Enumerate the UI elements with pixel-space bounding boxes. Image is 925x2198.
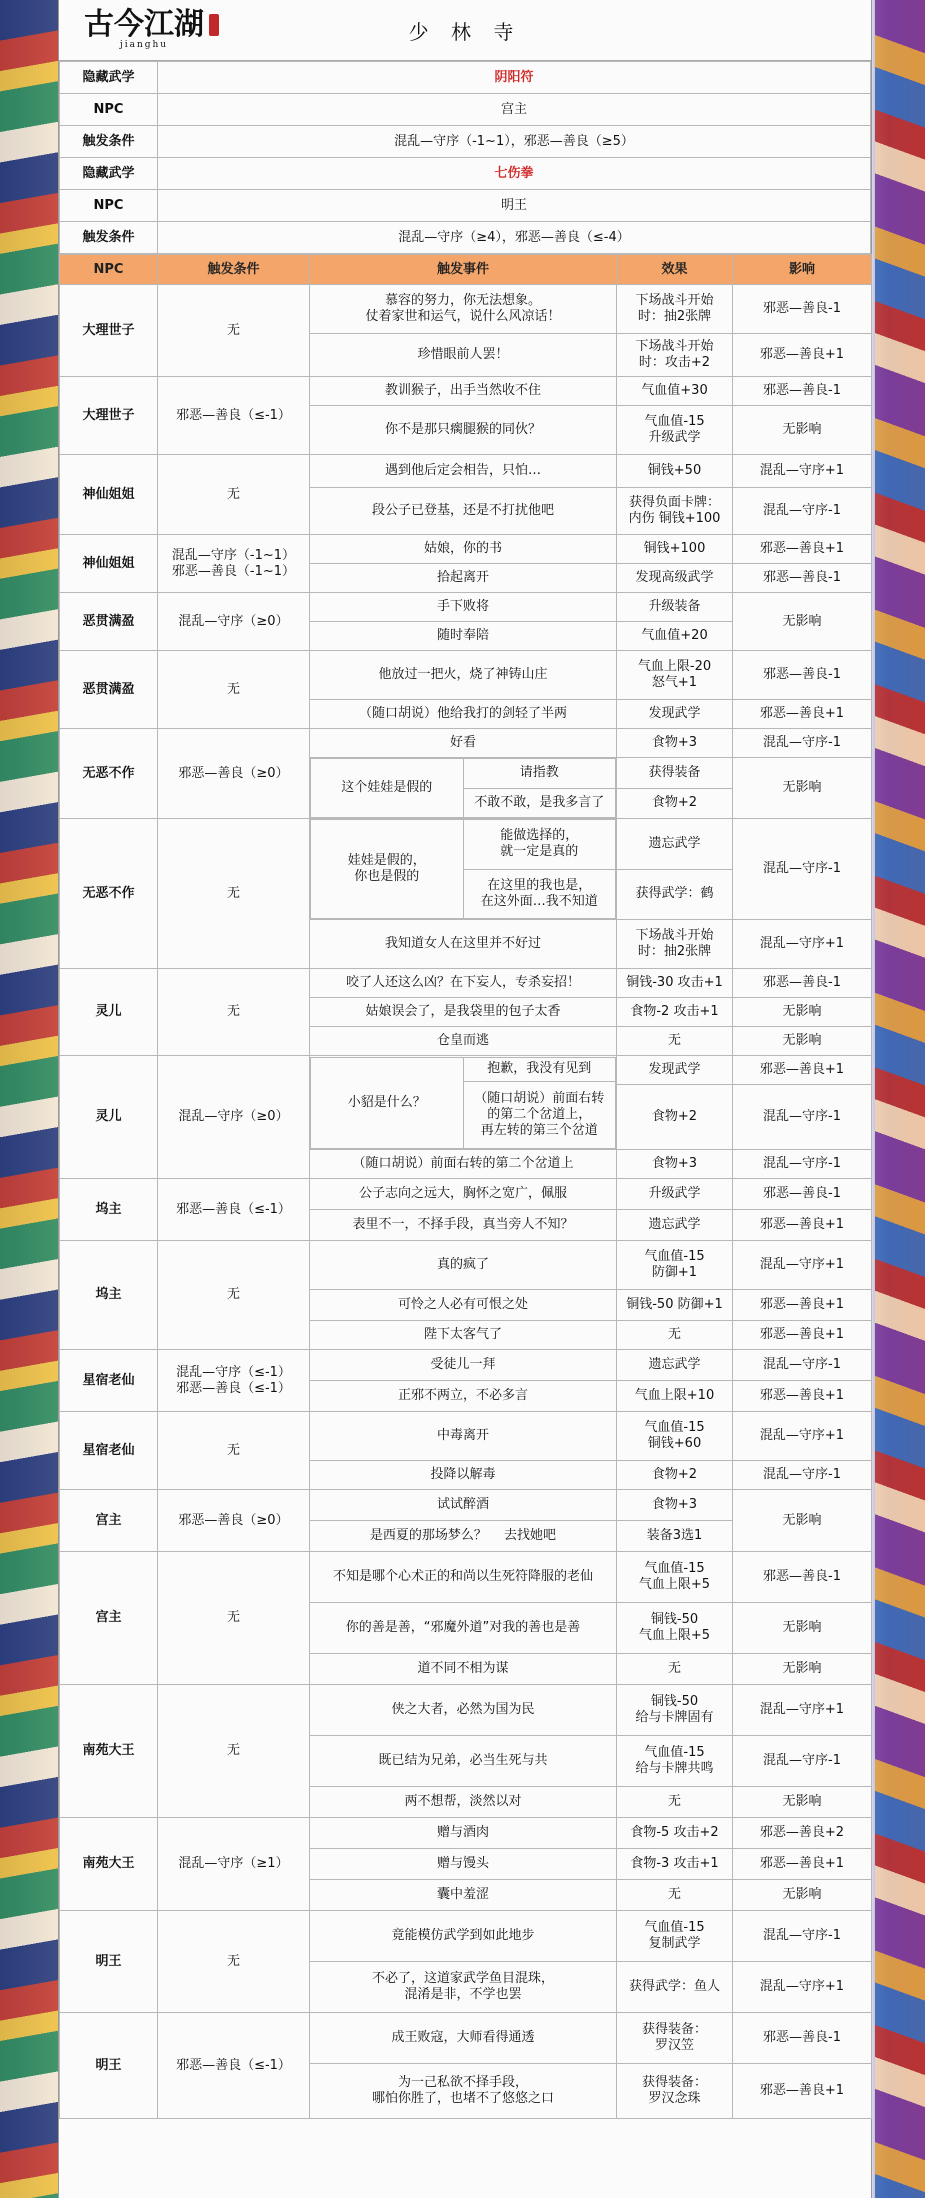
impact: 无影响 <box>733 1027 872 1056</box>
effect: 食物+3 <box>617 1150 733 1179</box>
trigger-event: 你的善是善，“邪魔外道”对我的善也是善 <box>310 1603 617 1654</box>
effect: 无 <box>617 1787 733 1818</box>
table-row <box>311 820 616 870</box>
impact: 邪恶—善良-1 <box>733 2013 872 2064</box>
effect: 无 <box>617 1321 733 1350</box>
npc-name: 神仙姐姐 <box>60 535 158 593</box>
header <box>59 0 871 61</box>
info-key: 隐藏武学 <box>60 158 158 190</box>
table-row <box>60 535 872 564</box>
table-row <box>60 2013 872 2064</box>
effect: 遗忘武学 <box>617 819 733 870</box>
npc-name: 坞主 <box>60 1241 158 1350</box>
hidden-skill-name: 阴阳符 <box>158 62 871 94</box>
impact: 邪恶—善良-1 <box>733 1552 872 1603</box>
effect: 下场战斗开始 时：攻击+2 <box>617 334 733 377</box>
trigger-condition: 无 <box>158 969 310 1056</box>
trigger-event: 既已结为兄弟，必当生死与共 <box>310 1736 617 1787</box>
event-table <box>59 254 872 2119</box>
trigger-condition: 混乱—守序（≥1） <box>158 1818 310 1911</box>
info-row <box>60 190 871 222</box>
table-row <box>60 729 872 758</box>
effect: 气血值-15 复制武学 <box>617 1911 733 1962</box>
table-row <box>60 593 872 622</box>
info-key: NPC <box>60 190 158 222</box>
sub-choice: 抱歉，我没有见到 <box>463 1057 616 1082</box>
effect: 铜钱-50 防御+1 <box>617 1290 733 1321</box>
npc-name: 无恶不作 <box>60 819 158 969</box>
npc-name: 南苑大王 <box>60 1685 158 1818</box>
sub-choice: 在这里的我也是， 在这外面…我不知道 <box>463 869 616 919</box>
table-row <box>60 969 872 998</box>
impact: 无影响 <box>733 758 872 819</box>
trigger-event: 公子志向之远大，胸怀之宽广，佩服 <box>310 1179 617 1210</box>
trigger-event: 陛下太客气了 <box>310 1321 617 1350</box>
impact: 无影响 <box>733 1880 872 1911</box>
impact: 邪恶—善良+1 <box>733 1290 872 1321</box>
effect: 铜钱-50 气血上限+5 <box>617 1603 733 1654</box>
impact: 邪恶—善良+1 <box>733 2064 872 2119</box>
table-row <box>60 651 872 700</box>
trigger-event: 侠之大者，必然为国为民 <box>310 1685 617 1736</box>
impact: 混乱—守序-1 <box>733 1911 872 1962</box>
info-value: 混乱—守序（-1~1），邪恶—善良（≥5） <box>158 126 871 158</box>
logo-seal-icon <box>209 14 219 36</box>
trigger-event: 竟能模仿武学到如此地步 <box>310 1911 617 1962</box>
impact: 邪恶—善良-1 <box>733 285 872 334</box>
trigger-condition: 无 <box>158 285 310 377</box>
effect: 无 <box>617 1654 733 1685</box>
table-row <box>60 1490 872 1521</box>
info-row <box>60 94 871 126</box>
trigger-event: 拾起离开 <box>310 564 617 593</box>
npc-name: 宫主 <box>60 1490 158 1552</box>
impact: 邪恶—善良+2 <box>733 1818 872 1849</box>
effect: 获得武学：鱼人 <box>617 1962 733 2013</box>
trigger-condition: 混乱—守序（≤-1） 邪恶—善良（≤-1） <box>158 1350 310 1412</box>
trigger-event: 小貂是什么？ <box>311 1057 464 1148</box>
table-row <box>311 1057 616 1082</box>
trigger-event: 道不同不相为谋 <box>310 1654 617 1685</box>
effect: 食物+3 <box>617 729 733 758</box>
npc-name: 无恶不作 <box>60 729 158 819</box>
effect: 气血值-15 给与卡牌共鸣 <box>617 1736 733 1787</box>
trigger-event: 可怜之人必有可恨之处 <box>310 1290 617 1321</box>
impact: 混乱—守序-1 <box>733 729 872 758</box>
trigger-event: （随口胡说）他给我打的剑轻了半两 <box>310 700 617 729</box>
info-key: NPC <box>60 94 158 126</box>
info-row <box>60 158 871 190</box>
sub-choice: 请指教 <box>463 759 616 789</box>
hidden-skill-name: 七伤拳 <box>158 158 871 190</box>
impact: 无影响 <box>733 406 872 455</box>
trigger-condition: 无 <box>158 1911 310 2013</box>
effect: 获得负面卡牌： 内伤 铜钱+100 <box>617 488 733 535</box>
effect: 气血值+30 <box>617 377 733 406</box>
sub-choice-table <box>310 819 616 919</box>
trigger-event: 中毒离开 <box>310 1412 617 1461</box>
column-header: 触发事件 <box>310 255 617 285</box>
table-row <box>60 819 872 870</box>
trigger-event: 段公子已登基，还是不打扰他吧 <box>310 488 617 535</box>
sub-choice: 不敢不敢，是我多言了 <box>463 788 616 818</box>
npc-name: 大理世子 <box>60 377 158 455</box>
effect: 气血值-15 升级武学 <box>617 406 733 455</box>
effect: 食物-3 攻击+1 <box>617 1849 733 1880</box>
impact: 邪恶—善良-1 <box>733 377 872 406</box>
effect: 获得装备 <box>617 758 733 789</box>
trigger-event: 仓皇而逃 <box>310 1027 617 1056</box>
trigger-condition: 邪恶—善良（≤-1） <box>158 2013 310 2119</box>
trigger-event: （随口胡说）前面右转的第二个岔道上 <box>310 1150 617 1179</box>
impact: 无影响 <box>733 998 872 1027</box>
effect: 气血值-15 气血上限+5 <box>617 1552 733 1603</box>
logo-subtext: jianghu <box>119 40 169 50</box>
effect: 无 <box>617 1027 733 1056</box>
effect: 升级武学 <box>617 1179 733 1210</box>
effect: 升级装备 <box>617 593 733 622</box>
table-row <box>60 1241 872 1290</box>
npc-name: 恶贯满盈 <box>60 593 158 651</box>
npc-name: 明王 <box>60 2013 158 2119</box>
effect: 发现武学 <box>617 700 733 729</box>
effect: 气血上限-20 怒气+1 <box>617 651 733 700</box>
info-key: 触发条件 <box>60 126 158 158</box>
impact: 邪恶—善良-1 <box>733 564 872 593</box>
trigger-event: 咬了人还这么凶？在下妄人，专杀妄招！ <box>310 969 617 998</box>
trigger-condition: 无 <box>158 1685 310 1818</box>
npc-name: 坞主 <box>60 1179 158 1241</box>
trigger-event: 受徒儿一拜 <box>310 1350 617 1381</box>
effect: 食物-2 攻击+1 <box>617 998 733 1027</box>
npc-name: 灵儿 <box>60 969 158 1056</box>
trigger-event: 随时奉陪 <box>310 622 617 651</box>
trigger-event: 遇到他后定会相告，只怕… <box>310 455 617 488</box>
trigger-event: 两不想帮，淡然以对 <box>310 1787 617 1818</box>
npc-name: 恶贯满盈 <box>60 651 158 729</box>
trigger-condition: 无 <box>158 651 310 729</box>
effect: 食物+2 <box>617 1085 733 1150</box>
trigger-event: 试试醉酒 <box>310 1490 617 1521</box>
trigger-event: 慕容的努力，你无法想象。 仗着家世和运气，说什么风凉话！ <box>310 285 617 334</box>
impact: 混乱—守序+1 <box>733 1412 872 1461</box>
npc-name: 宫主 <box>60 1552 158 1685</box>
table-row <box>60 1685 872 1736</box>
effect: 气血值-15 防御+1 <box>617 1241 733 1290</box>
npc-name: 星宿老仙 <box>60 1350 158 1412</box>
table-row <box>60 1818 872 1849</box>
info-key: 隐藏武学 <box>60 62 158 94</box>
impact: 混乱—守序-1 <box>733 819 872 920</box>
sub-choice-table <box>310 758 616 818</box>
impact: 无影响 <box>733 1654 872 1685</box>
impact: 混乱—守序-1 <box>733 488 872 535</box>
effect: 食物-5 攻击+2 <box>617 1818 733 1849</box>
impact: 邪恶—善良-1 <box>733 1179 872 1210</box>
effect: 食物+2 <box>617 1461 733 1490</box>
trigger-condition: 无 <box>158 455 310 535</box>
impact: 无影响 <box>733 1603 872 1654</box>
impact: 邪恶—善良+1 <box>733 1056 872 1085</box>
trigger-event <box>310 1056 617 1150</box>
trigger-event: 为一己私欲不择手段， 哪怕你胜了，也堵不了悠悠之口 <box>310 2064 617 2119</box>
trigger-event: 不知是哪个心术正的和尚以生死符降服的老仙 <box>310 1552 617 1603</box>
guide-sheet <box>58 0 872 2198</box>
game-logo <box>59 0 229 60</box>
trigger-event: 囊中羞涩 <box>310 1880 617 1911</box>
impact: 混乱—守序-1 <box>733 1085 872 1150</box>
impact: 混乱—守序-1 <box>733 1736 872 1787</box>
table-row <box>60 1179 872 1210</box>
impact: 邪恶—善良+1 <box>733 334 872 377</box>
column-header: 影响 <box>733 255 872 285</box>
impact: 无影响 <box>733 1490 872 1552</box>
trigger-condition: 混乱—守序（-1~1） 邪恶—善良（-1~1） <box>158 535 310 593</box>
trigger-event: 姑娘，你的书 <box>310 535 617 564</box>
trigger-event: 赠与馒头 <box>310 1849 617 1880</box>
trigger-event: 正邪不两立，不必多言 <box>310 1381 617 1412</box>
column-header: 触发条件 <box>158 255 310 285</box>
trigger-event: 我知道女人在这里并不好过 <box>310 920 617 969</box>
sub-choice: （随口胡说）前面右转 的第二个岔道上， 再左转的第三个岔道 <box>463 1082 616 1148</box>
impact: 邪恶—善良+1 <box>733 700 872 729</box>
trigger-event: 你不是那只瘸腿猴的同伙？ <box>310 406 617 455</box>
impact: 邪恶—善良-1 <box>733 651 872 700</box>
trigger-event: 投降以解毒 <box>310 1461 617 1490</box>
trigger-event: 好看 <box>310 729 617 758</box>
trigger-event: 真的疯了 <box>310 1241 617 1290</box>
info-row <box>60 62 871 94</box>
impact: 混乱—守序-1 <box>733 1461 872 1490</box>
trigger-event: 不必了，这道家武学鱼目混珠， 混淆是非，不学也罢 <box>310 1962 617 2013</box>
effect: 获得装备： 罗汉笠 <box>617 2013 733 2064</box>
effect: 铜钱+100 <box>617 535 733 564</box>
npc-name: 灵儿 <box>60 1056 158 1179</box>
page-title: 少 林 寺 <box>408 19 522 44</box>
impact: 无影响 <box>733 593 872 651</box>
effect: 气血上限+10 <box>617 1381 733 1412</box>
effect: 下场战斗开始 时：抽2张牌 <box>617 920 733 969</box>
effect: 获得武学：鹤 <box>617 869 733 920</box>
table-row <box>60 1056 872 1085</box>
trigger-event: 珍惜眼前人罢！ <box>310 334 617 377</box>
impact: 无影响 <box>733 1787 872 1818</box>
effect: 气血值+20 <box>617 622 733 651</box>
trigger-condition: 无 <box>158 1552 310 1685</box>
background-art-left <box>0 0 60 2198</box>
table-row <box>60 455 872 488</box>
impact: 混乱—守序+1 <box>733 1241 872 1290</box>
info-value: 混乱—守序（≥4），邪恶—善良（≤-4） <box>158 222 871 254</box>
impact: 混乱—守序+1 <box>733 1685 872 1736</box>
trigger-event <box>310 758 617 819</box>
trigger-event: 手下败将 <box>310 593 617 622</box>
effect: 发现高级武学 <box>617 564 733 593</box>
table-row <box>60 377 872 406</box>
table-row <box>60 1412 872 1461</box>
trigger-event: 教训猴子，出手当然收不住 <box>310 377 617 406</box>
impact: 混乱—守序+1 <box>733 920 872 969</box>
effect: 装备3选1 <box>617 1521 733 1552</box>
effect: 铜钱-50 给与卡牌固有 <box>617 1685 733 1736</box>
impact: 邪恶—善良+1 <box>733 1321 872 1350</box>
npc-name: 神仙姐姐 <box>60 455 158 535</box>
info-row <box>60 126 871 158</box>
trigger-event: 赠与酒肉 <box>310 1818 617 1849</box>
trigger-condition: 无 <box>158 1241 310 1350</box>
effect: 食物+3 <box>617 1490 733 1521</box>
table-row <box>60 1911 872 1962</box>
column-header: NPC <box>60 255 158 285</box>
impact: 混乱—守序-1 <box>733 1350 872 1381</box>
trigger-condition: 混乱—守序（≥0） <box>158 593 310 651</box>
effect: 遗忘武学 <box>617 1350 733 1381</box>
effect: 铜钱-30 攻击+1 <box>617 969 733 998</box>
impact: 邪恶—善良+1 <box>733 535 872 564</box>
trigger-condition: 无 <box>158 819 310 969</box>
table-row <box>60 1552 872 1603</box>
effect: 获得装备： 罗汉念珠 <box>617 2064 733 2119</box>
impact: 混乱—守序+1 <box>733 1962 872 2013</box>
table-row <box>60 285 872 334</box>
info-value: 明王 <box>158 190 871 222</box>
effect: 食物+2 <box>617 788 733 819</box>
effect: 遗忘武学 <box>617 1210 733 1241</box>
npc-name: 大理世子 <box>60 285 158 377</box>
table-row <box>311 759 616 789</box>
effect: 气血值-15 铜钱+60 <box>617 1412 733 1461</box>
table-row <box>60 1350 872 1381</box>
trigger-condition: 混乱—守序（≥0） <box>158 1056 310 1179</box>
sub-choice: 能做选择的， 就一定是真的 <box>463 820 616 870</box>
trigger-event: 娃娃是假的， 你也是假的 <box>311 820 464 919</box>
info-value: 宫主 <box>158 94 871 126</box>
impact: 混乱—守序+1 <box>733 455 872 488</box>
column-header: 效果 <box>617 255 733 285</box>
trigger-condition: 邪恶—善良（≥0） <box>158 729 310 819</box>
impact: 邪恶—善良+1 <box>733 1381 872 1412</box>
info-key: 触发条件 <box>60 222 158 254</box>
effect: 铜钱+50 <box>617 455 733 488</box>
trigger-event <box>310 819 617 920</box>
hidden-skill-table <box>59 61 871 254</box>
sub-choice-table <box>310 1057 616 1149</box>
npc-name: 南苑大王 <box>60 1818 158 1911</box>
impact: 邪恶—善良-1 <box>733 969 872 998</box>
npc-name: 明王 <box>60 1911 158 2013</box>
npc-name: 星宿老仙 <box>60 1412 158 1490</box>
effect: 发现武学 <box>617 1056 733 1085</box>
effect: 下场战斗开始 时：抽2张牌 <box>617 285 733 334</box>
trigger-event: 表里不一，不择手段，真当旁人不知？ <box>310 1210 617 1241</box>
trigger-condition: 无 <box>158 1412 310 1490</box>
impact: 邪恶—善良+1 <box>733 1210 872 1241</box>
info-row <box>60 222 871 254</box>
impact: 邪恶—善良+1 <box>733 1849 872 1880</box>
logo-text: 古今江湖 <box>84 7 204 42</box>
trigger-event: 这个娃娃是假的 <box>311 759 464 818</box>
trigger-event: 成王败寇，大师看得通透 <box>310 2013 617 2064</box>
impact: 混乱—守序-1 <box>733 1150 872 1179</box>
trigger-condition: 邪恶—善良（≤-1） <box>158 1179 310 1241</box>
trigger-condition: 邪恶—善良（≤-1） <box>158 377 310 455</box>
effect: 无 <box>617 1880 733 1911</box>
trigger-event: 姑娘误会了，是我袋里的包子太香 <box>310 998 617 1027</box>
background-art-right <box>875 0 925 2198</box>
trigger-condition: 邪恶—善良（≥0） <box>158 1490 310 1552</box>
trigger-event: 他放过一把火，烧了神铸山庄 <box>310 651 617 700</box>
trigger-event: 是西夏的那场梦么？ 去找她吧 <box>310 1521 617 1552</box>
